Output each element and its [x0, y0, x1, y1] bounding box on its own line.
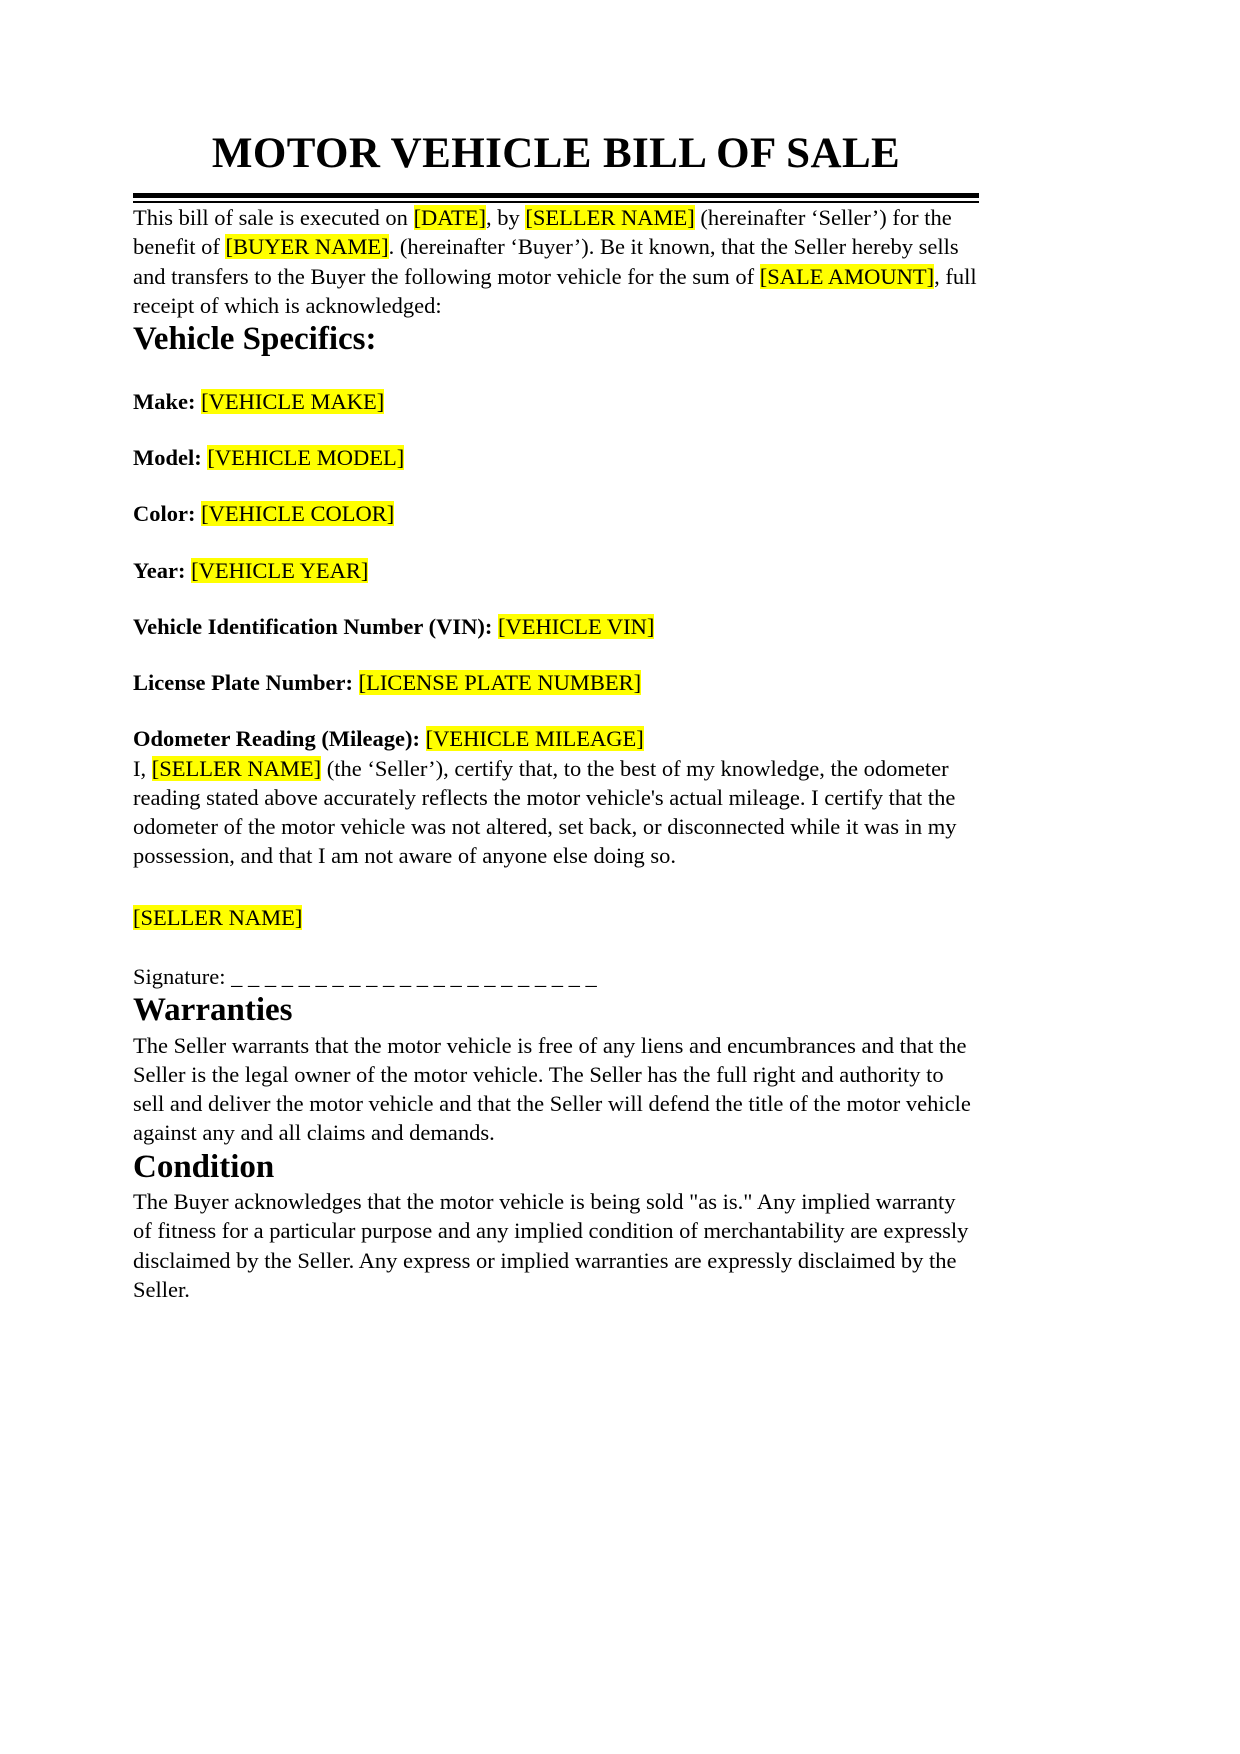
signature-line-row: [133, 962, 979, 991]
spec-label-model: Model:: [133, 445, 202, 470]
spec-value-make[interactable]: [VEHICLE MAKE]: [201, 388, 385, 414]
spec-row-make: [133, 387, 979, 416]
vehicle-specifics-heading: Vehicle Specifics:: [133, 321, 377, 358]
condition-heading: Condition: [133, 1148, 275, 1185]
odometer-seller-placeholder-field[interactable]: [SELLER NAME]: [151, 755, 322, 781]
spec-row-license-plate: [133, 668, 979, 697]
condition-paragraph: The Buyer acknowledges that the motor vehicle is being sold "as is." Any implied warranty of fitness for a particular purpose and any implied condition of merchantability are expressly disclaimed by the Seller. Any express or implied warranties are expressly disclaimed by the Seller.: [133, 1189, 969, 1302]
warranties-heading: Warranties: [133, 992, 293, 1028]
odometer-text-1: I,: [133, 755, 152, 781]
spec-row-vin: [133, 612, 979, 641]
odometer-text-2: (the ‘Seller’), certify that, to the best of my knowledge, the odometer reading stated above accurately reflects the motor vehicle's actual mileage. I certify that the odometer of the motor vehicle was not altered, set back, or disconnected while it was in my possession, and that I am not aware of anyone else doing so.: [133, 755, 957, 869]
spec-value-license-plate[interactable]: [LICENSE PLATE NUMBER]: [358, 670, 642, 695]
page-title: MOTOR VEHICLE BILL OF SALE: [211, 130, 901, 177]
buyer-name-placeholder-field[interactable]: [BUYER NAME]: [225, 234, 389, 260]
intro-text-2: , by: [486, 205, 526, 231]
sale-amount-placeholder-field[interactable]: [SALE AMOUNT]: [759, 263, 935, 289]
signature-label: Signature:: [133, 963, 226, 989]
spec-label-license-plate: License Plate Number:: [133, 670, 353, 695]
spec-label-odometer: Odometer Reading (Mileage):: [133, 726, 421, 752]
intro-text-4: . (hereinafter ‘Buyer’). Be it known, that the Seller hereby sells and transfers to the Buyer the following motor vehicle for the sum of: [133, 234, 959, 289]
odometer-certification-paragraph: [133, 754, 979, 871]
intro-paragraph: [133, 203, 979, 320]
spec-row-model: [133, 443, 979, 472]
spec-row-year: [133, 556, 979, 585]
spec-row-odometer: [133, 724, 979, 753]
spec-label-color: Color:: [133, 501, 196, 527]
intro-text-3: (hereinafter ‘Seller’) for the benefit of: [133, 205, 952, 260]
spec-value-model[interactable]: [VEHICLE MODEL]: [207, 445, 405, 470]
intro-text-1: This bill of sale is executed on: [133, 205, 414, 231]
spec-label-year: Year:: [133, 557, 186, 583]
signature-seller-name-line: [133, 903, 979, 932]
signature-input-line[interactable]: _ _ _ _ _ _ _ _ _ _ _ _ _ _ _ _ _ _ _ _ _ _: [231, 963, 597, 989]
spec-value-odometer[interactable]: [VEHICLE MILEAGE]: [425, 726, 644, 752]
date-placeholder-field[interactable]: [DATE]: [413, 205, 487, 231]
warranties-paragraph: The Seller warrants that the motor vehicle is free of any liens and encumbrances and that the Seller is the legal owner of the motor vehicle. The Seller has the full right and authority to sell and deliver the motor vehicle and that the Seller will defend the title of the motor vehicle against any and all claims and demands.: [133, 1032, 971, 1146]
spec-value-color[interactable]: [VEHICLE COLOR]: [201, 501, 395, 527]
title-divider: [133, 193, 979, 203]
spec-value-vin[interactable]: [VEHICLE VIN]: [497, 613, 655, 639]
signature-seller-placeholder-field[interactable]: [SELLER NAME]: [133, 904, 303, 930]
spec-label-make: Make:: [133, 388, 196, 414]
spec-value-year[interactable]: [VEHICLE YEAR]: [191, 557, 369, 583]
spec-label-vin: Vehicle Identification Number (VIN):: [133, 613, 493, 639]
seller-name-placeholder-field[interactable]: [SELLER NAME]: [525, 205, 695, 231]
intro-text-5: , full receipt of which is acknowledged:: [133, 263, 977, 318]
spec-row-color: [133, 499, 979, 528]
document-content: [133, 0, 979, 1304]
